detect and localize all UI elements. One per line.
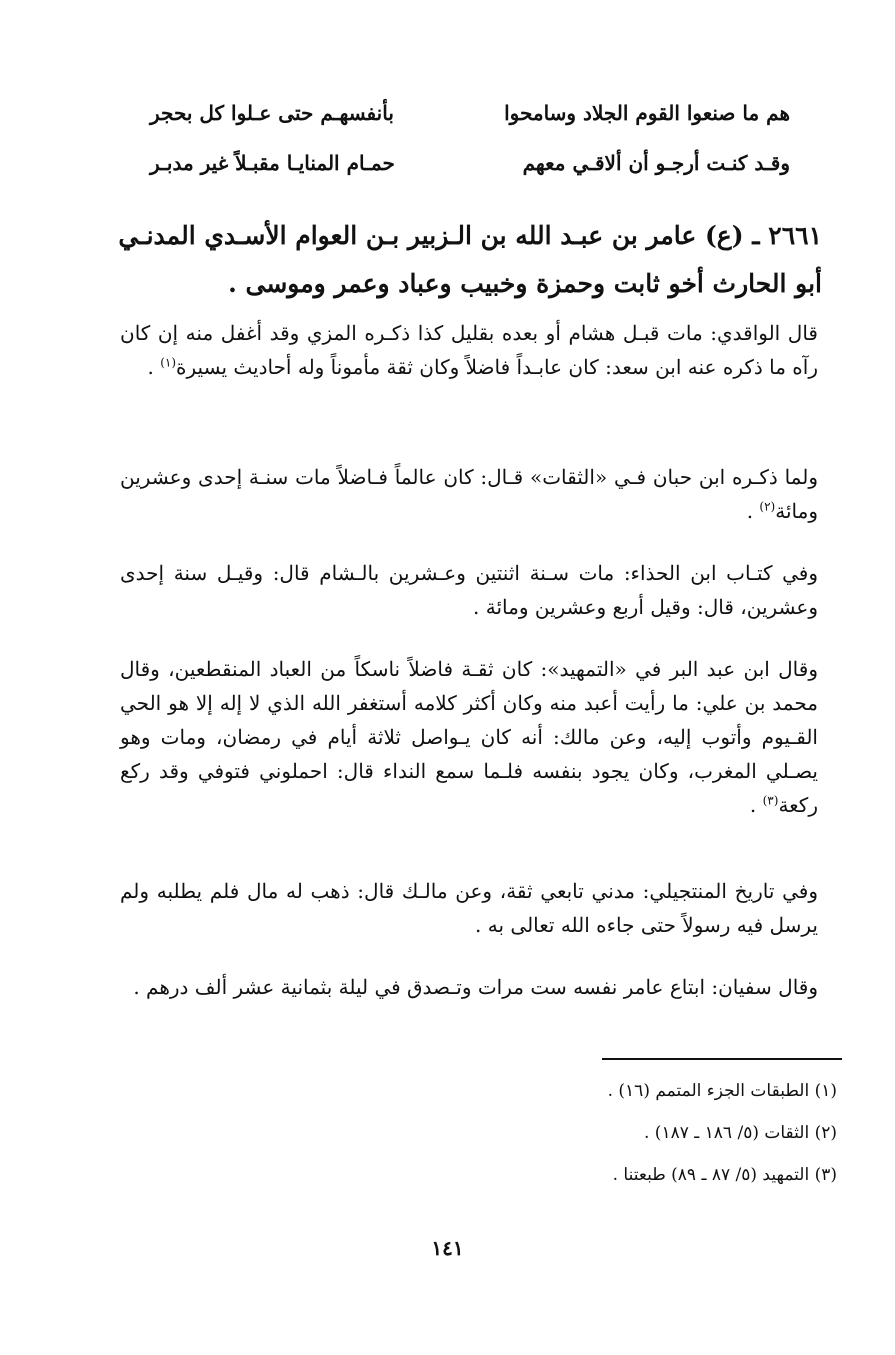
footnote-reference: (١) <box>160 355 177 370</box>
paragraph <box>120 874 818 942</box>
paragraph-end: . <box>749 793 763 817</box>
footnote: (١) الطبقات الجزء المتمم (١٦) . <box>607 1081 837 1101</box>
verse-line <box>150 138 790 188</box>
footnote-separator <box>602 1058 842 1060</box>
entry-heading: ٢٦٦١ ـ (ع) عامر بن عبـد الله بن الـزبير بـن العوام الأسـدي المدنـي أبو الحارث أخو ثابت وحمزة وخبيب وعباد وعمر وموسى . <box>118 221 822 298</box>
footnote: (٣) التمهيد (٥/ ٨٧ ـ ٨٩) طبعتنا . <box>612 1165 837 1185</box>
paragraph <box>120 556 818 624</box>
paragraph-text: ولما ذكـره ابن حبان فـي «الثقات» قـال: كان عالماً فـاضلاً مات سنـة إحدى وعشرين ومائة <box>120 465 818 523</box>
verse-line <box>150 88 790 138</box>
paragraph-text: وفي كتـاب ابن الحذاء: مات سـنة اثنتين وعـشرين بالـشام قال: وقيـل سنة إحدى وعشرين، قال: وقيل أربع وعشرين ومائة . <box>120 561 818 619</box>
paragraph-text: وقال ابن عبد البر في «التمهيد»: كان ثقـة فاضلاً ناسكاً من العباد المنقطعين، وقال محمد بن علي: ما رأيت أعبد منه وكان أكثر كلامه أستغفر الله الذي لا إله إلا هو الحي القـيوم وأتوب إليه، وعن مالك: أنه كان يـواصل ثلاثة أيام في رمضان، ومات وهو يصـلي المغرب، وكان يجود بنفسه فلـما سمع النداء قال: احملوني فتوفي وقد ركع ركعة <box>120 657 818 817</box>
verse-first-hemistich: وقـد كنـت أرجـو أن ألاقـي معهم <box>522 151 790 175</box>
page-number: ١٤١ <box>431 1236 464 1260</box>
verse-second-hemistich: حمـام المنايـا مقبـلاً غير مدبـر <box>150 151 395 175</box>
paragraph <box>120 316 818 384</box>
paragraph-end: . <box>147 355 161 379</box>
paragraph <box>120 970 818 1004</box>
paragraph-text: وفي تاريخ المنتجيلي: مدني تابعي ثقة، وعن مالـك قال: ذهب له مال فلم يطلبه ولم يرسل فيه رسولاً حتى جاءه الله تعالى به . <box>120 879 818 937</box>
footnotes <box>300 1070 837 1196</box>
footnote-reference: (٢) <box>759 499 776 514</box>
paragraph-text: قال الواقدي: مات قبـل هشام أو بعده بقليل كذا ذكـره المزي وقد أغفل منه إن كان رآه ما ذكره عنه ابن سعد: كان عابـداً فاضلاً وكان ثقة مأموناً وله أحاديث يسيرة <box>120 321 818 379</box>
footnote: (٢) الثقات (٥/ ١٨٦ ـ ١٨٧) . <box>643 1123 837 1143</box>
verse-first-hemistich: هم ما صنعوا القوم الجلاد وسامحوا <box>504 101 790 125</box>
verse-second-hemistich: بأنفسهـم حتى عـلوا كل بحجر <box>150 101 394 125</box>
paragraph-end: . <box>746 499 760 523</box>
poetry-verses <box>150 88 790 188</box>
paragraph <box>120 460 818 528</box>
paragraph <box>120 652 818 822</box>
footnote-reference: (٣) <box>762 793 779 808</box>
paragraph-text: وقال سفيان: ابتاع عامر نفسه ست مرات وتـصدق في ليلة بثمانية عشر ألف درهم . <box>133 975 818 999</box>
